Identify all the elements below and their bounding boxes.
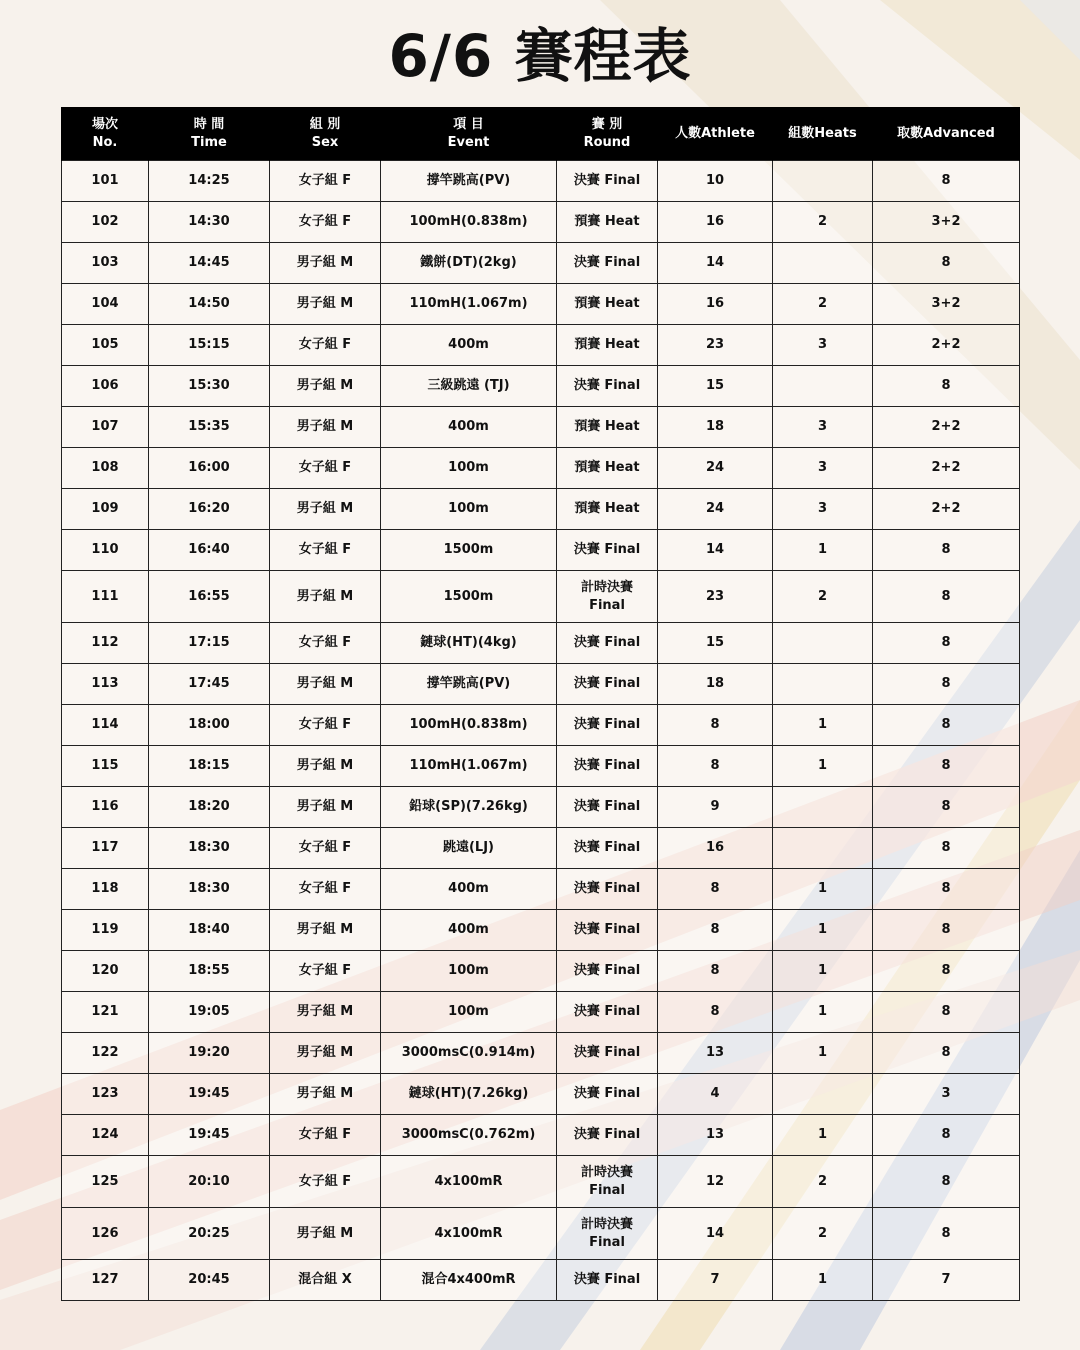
cell-time: 14:45	[149, 243, 270, 284]
cell-heats: 1	[773, 951, 873, 992]
column-header-sublabel: Round	[583, 134, 631, 150]
cell-event: 3000msC(0.914m)	[381, 1033, 557, 1074]
cell-sex: 女子組 F	[270, 202, 381, 243]
cell-heats	[773, 828, 873, 869]
cell-advanced: 8	[873, 910, 1020, 951]
cell-heats: 2	[773, 571, 873, 623]
cell-no: 101	[62, 161, 149, 202]
cell-advanced: 8	[873, 1156, 1020, 1208]
table-row	[62, 571, 1020, 623]
cell-round	[557, 869, 658, 910]
column-header-no	[62, 107, 149, 161]
cell-event: 跳遠(LJ)	[381, 828, 557, 869]
cell-time: 19:45	[149, 1115, 270, 1156]
cell-advanced: 8	[873, 746, 1020, 787]
cell-athletes: 4	[658, 1074, 773, 1115]
cell-event: 撐竿跳高(PV)	[381, 664, 557, 705]
cell-sex: 混合組 X	[270, 1260, 381, 1301]
cell-time: 14:25	[149, 161, 270, 202]
cell-time: 15:35	[149, 407, 270, 448]
cell-heats: 2	[773, 284, 873, 325]
round-line-1: 決賽 Final	[573, 1004, 641, 1019]
cell-time: 20:10	[149, 1156, 270, 1208]
cell-event: 100m	[381, 448, 557, 489]
cell-sex: 男子組 M	[270, 746, 381, 787]
cell-event: 110mH(1.067m)	[381, 746, 557, 787]
cell-athletes: 8	[658, 910, 773, 951]
cell-advanced: 2+2	[873, 448, 1020, 489]
cell-no: 117	[62, 828, 149, 869]
round-line-1: 決賽 Final	[573, 378, 641, 393]
column-header-label: 組 別	[309, 116, 341, 132]
cell-event: 4x100mR	[381, 1208, 557, 1260]
cell-advanced: 3+2	[873, 284, 1020, 325]
cell-no: 111	[62, 571, 149, 623]
table-row	[62, 664, 1020, 705]
cell-heats	[773, 366, 873, 407]
cell-no: 125	[62, 1156, 149, 1208]
cell-athletes: 12	[658, 1156, 773, 1208]
cell-athletes: 8	[658, 746, 773, 787]
column-header-athletes	[658, 107, 773, 161]
round-line-1: 預賽 Heat	[574, 419, 640, 434]
cell-no: 109	[62, 489, 149, 530]
table-row	[62, 1033, 1020, 1074]
cell-advanced: 8	[873, 1115, 1020, 1156]
round-line-2: Final	[589, 1234, 625, 1250]
cell-athletes: 16	[658, 828, 773, 869]
cell-no: 120	[62, 951, 149, 992]
cell-event: 鉛球(SP)(7.26kg)	[381, 787, 557, 828]
cell-no: 113	[62, 664, 149, 705]
cell-sex: 男子組 M	[270, 1208, 381, 1260]
cell-event: 1500m	[381, 571, 557, 623]
cell-advanced: 2+2	[873, 489, 1020, 530]
cell-round	[557, 1156, 658, 1208]
cell-no: 103	[62, 243, 149, 284]
cell-heats	[773, 243, 873, 284]
cell-round	[557, 1260, 658, 1301]
cell-athletes: 9	[658, 787, 773, 828]
table-row	[62, 489, 1020, 530]
cell-event: 100mH(0.838m)	[381, 705, 557, 746]
cell-sex: 男子組 M	[270, 571, 381, 623]
cell-time: 18:00	[149, 705, 270, 746]
column-header-sublabel: No.	[92, 134, 118, 150]
cell-sex: 女子組 F	[270, 705, 381, 746]
cell-heats: 1	[773, 1115, 873, 1156]
cell-event: 3000msC(0.762m)	[381, 1115, 557, 1156]
round-line-1: 計時決賽	[580, 579, 633, 595]
cell-advanced: 8	[873, 571, 1020, 623]
cell-advanced: 2+2	[873, 407, 1020, 448]
cell-no: 116	[62, 787, 149, 828]
cell-advanced: 8	[873, 530, 1020, 571]
cell-no: 105	[62, 325, 149, 366]
cell-round	[557, 623, 658, 664]
cell-advanced: 8	[873, 869, 1020, 910]
cell-no: 106	[62, 366, 149, 407]
cell-sex: 男子組 M	[270, 284, 381, 325]
cell-round	[557, 284, 658, 325]
cell-event: 400m	[381, 325, 557, 366]
table-row	[62, 951, 1020, 992]
cell-heats: 3	[773, 448, 873, 489]
column-header-sublabel: Time	[191, 134, 227, 150]
cell-heats	[773, 787, 873, 828]
cell-round	[557, 161, 658, 202]
cell-time: 18:30	[149, 869, 270, 910]
table-row	[62, 623, 1020, 664]
cell-no: 112	[62, 623, 149, 664]
table-row	[62, 202, 1020, 243]
cell-sex: 男子組 M	[270, 664, 381, 705]
cell-advanced: 8	[873, 623, 1020, 664]
cell-time: 19:45	[149, 1074, 270, 1115]
table-row	[62, 1115, 1020, 1156]
cell-sex: 女子組 F	[270, 1156, 381, 1208]
cell-round	[557, 243, 658, 284]
column-header-round	[557, 107, 658, 161]
cell-heats: 2	[773, 1156, 873, 1208]
column-header-heats	[773, 107, 873, 161]
cell-time: 20:25	[149, 1208, 270, 1260]
cell-event: 4x100mR	[381, 1156, 557, 1208]
cell-heats: 1	[773, 992, 873, 1033]
cell-event: 鐵餅(DT)(2kg)	[381, 243, 557, 284]
round-line-1: 決賽 Final	[573, 717, 641, 732]
cell-no: 114	[62, 705, 149, 746]
cell-time: 19:05	[149, 992, 270, 1033]
cell-advanced: 8	[873, 992, 1020, 1033]
cell-no: 108	[62, 448, 149, 489]
cell-time: 16:20	[149, 489, 270, 530]
schedule-table	[61, 107, 1020, 1301]
cell-advanced: 7	[873, 1260, 1020, 1301]
round-line-1: 決賽 Final	[573, 1045, 641, 1060]
cell-advanced: 8	[873, 243, 1020, 284]
cell-advanced: 8	[873, 1208, 1020, 1260]
cell-heats: 1	[773, 530, 873, 571]
round-line-2: Final	[589, 597, 625, 613]
cell-athletes: 24	[658, 489, 773, 530]
cell-event: 110mH(1.067m)	[381, 284, 557, 325]
cell-no: 119	[62, 910, 149, 951]
cell-sex: 男子組 M	[270, 1074, 381, 1115]
cell-no: 123	[62, 1074, 149, 1115]
cell-advanced: 8	[873, 787, 1020, 828]
cell-round	[557, 705, 658, 746]
cell-event: 100mH(0.838m)	[381, 202, 557, 243]
column-header-label: 場次	[91, 116, 118, 132]
round-line-1: 預賽 Heat	[574, 337, 640, 352]
cell-no: 102	[62, 202, 149, 243]
cell-athletes: 18	[658, 407, 773, 448]
page-title: 6/6 賽程表	[388, 22, 692, 90]
cell-time: 18:40	[149, 910, 270, 951]
table-header	[62, 107, 1020, 161]
cell-no: 127	[62, 1260, 149, 1301]
cell-round	[557, 828, 658, 869]
cell-round	[557, 448, 658, 489]
cell-sex: 男子組 M	[270, 992, 381, 1033]
cell-time: 16:40	[149, 530, 270, 571]
round-line-2: Final	[589, 1182, 625, 1198]
cell-no: 126	[62, 1208, 149, 1260]
cell-heats	[773, 161, 873, 202]
cell-athletes: 16	[658, 202, 773, 243]
cell-event: 100m	[381, 489, 557, 530]
cell-heats: 3	[773, 489, 873, 530]
table-row	[62, 1156, 1020, 1208]
cell-heats: 2	[773, 202, 873, 243]
cell-event: 1500m	[381, 530, 557, 571]
round-line-1: 決賽 Final	[573, 173, 641, 188]
column-header-label: 時 間	[193, 116, 225, 132]
table-row	[62, 910, 1020, 951]
cell-heats: 3	[773, 407, 873, 448]
cell-heats: 1	[773, 705, 873, 746]
cell-advanced: 8	[873, 161, 1020, 202]
cell-heats	[773, 1074, 873, 1115]
column-header-sublabel: Event	[447, 134, 490, 150]
cell-athletes: 8	[658, 705, 773, 746]
cell-round	[557, 1115, 658, 1156]
cell-event: 400m	[381, 407, 557, 448]
column-header-label: 項 目	[453, 116, 484, 132]
cell-heats: 1	[773, 910, 873, 951]
table-row	[62, 869, 1020, 910]
column-header-label: 人數Athlete	[675, 125, 755, 141]
cell-sex: 女子組 F	[270, 869, 381, 910]
cell-no: 115	[62, 746, 149, 787]
cell-no: 104	[62, 284, 149, 325]
cell-heats: 1	[773, 746, 873, 787]
cell-sex: 女子組 F	[270, 951, 381, 992]
cell-round	[557, 366, 658, 407]
cell-no: 124	[62, 1115, 149, 1156]
cell-round	[557, 910, 658, 951]
cell-round	[557, 407, 658, 448]
table-row	[62, 746, 1020, 787]
cell-athletes: 16	[658, 284, 773, 325]
table-row	[62, 828, 1020, 869]
cell-no: 110	[62, 530, 149, 571]
cell-athletes: 23	[658, 571, 773, 623]
cell-event: 400m	[381, 869, 557, 910]
cell-athletes: 7	[658, 1260, 773, 1301]
cell-time: 17:45	[149, 664, 270, 705]
cell-round	[557, 746, 658, 787]
cell-no: 107	[62, 407, 149, 448]
cell-sex: 男子組 M	[270, 787, 381, 828]
table-row	[62, 1260, 1020, 1301]
cell-advanced: 8	[873, 951, 1020, 992]
round-line-1: 計時決賽	[580, 1216, 633, 1232]
cell-advanced: 8	[873, 1033, 1020, 1074]
cell-round	[557, 951, 658, 992]
cell-round	[557, 1033, 658, 1074]
cell-advanced: 8	[873, 828, 1020, 869]
cell-athletes: 15	[658, 366, 773, 407]
column-header-advanced	[873, 107, 1020, 161]
cell-time: 14:50	[149, 284, 270, 325]
cell-athletes: 13	[658, 1115, 773, 1156]
cell-no: 118	[62, 869, 149, 910]
table-row	[62, 787, 1020, 828]
cell-round	[557, 1074, 658, 1115]
cell-sex: 男子組 M	[270, 407, 381, 448]
round-line-1: 計時決賽	[580, 1164, 633, 1180]
cell-event: 鏈球(HT)(7.26kg)	[381, 1074, 557, 1115]
table-row	[62, 325, 1020, 366]
cell-heats: 3	[773, 325, 873, 366]
cell-athletes: 14	[658, 243, 773, 284]
round-line-1: 預賽 Heat	[574, 214, 640, 229]
round-line-1: 預賽 Heat	[574, 296, 640, 311]
round-line-1: 決賽 Final	[573, 922, 641, 937]
cell-advanced: 3	[873, 1074, 1020, 1115]
table-row	[62, 1208, 1020, 1260]
table-body	[62, 161, 1020, 1301]
cell-time: 18:15	[149, 746, 270, 787]
cell-sex: 男子組 M	[270, 489, 381, 530]
cell-time: 14:30	[149, 202, 270, 243]
round-line-1: 決賽 Final	[573, 881, 641, 896]
cell-sex: 男子組 M	[270, 910, 381, 951]
cell-time: 16:00	[149, 448, 270, 489]
cell-event: 400m	[381, 910, 557, 951]
cell-round	[557, 664, 658, 705]
cell-sex: 男子組 M	[270, 1033, 381, 1074]
cell-athletes: 15	[658, 623, 773, 664]
round-line-1: 決賽 Final	[573, 758, 641, 773]
cell-round	[557, 787, 658, 828]
cell-heats	[773, 664, 873, 705]
cell-round	[557, 202, 658, 243]
cell-athletes: 14	[658, 1208, 773, 1260]
cell-athletes: 8	[658, 869, 773, 910]
table-row	[62, 407, 1020, 448]
cell-event: 混合4x400mR	[381, 1260, 557, 1301]
round-line-1: 決賽 Final	[573, 542, 641, 557]
cell-sex: 女子組 F	[270, 1115, 381, 1156]
cell-heats: 1	[773, 869, 873, 910]
round-line-1: 預賽 Heat	[574, 501, 640, 516]
cell-sex: 女子組 F	[270, 623, 381, 664]
cell-athletes: 14	[658, 530, 773, 571]
cell-sex: 女子組 F	[270, 325, 381, 366]
cell-advanced: 8	[873, 366, 1020, 407]
round-line-1: 決賽 Final	[573, 1272, 641, 1287]
cell-time: 19:20	[149, 1033, 270, 1074]
cell-time: 18:30	[149, 828, 270, 869]
table-row	[62, 448, 1020, 489]
cell-athletes: 10	[658, 161, 773, 202]
cell-no: 122	[62, 1033, 149, 1074]
round-line-1: 決賽 Final	[573, 635, 641, 650]
table-row	[62, 161, 1020, 202]
cell-heats: 1	[773, 1033, 873, 1074]
cell-round	[557, 992, 658, 1033]
cell-athletes: 18	[658, 664, 773, 705]
cell-round	[557, 530, 658, 571]
cell-round	[557, 571, 658, 623]
column-header-label: 組數Heats	[788, 125, 857, 141]
round-line-1: 決賽 Final	[573, 255, 641, 270]
cell-sex: 女子組 F	[270, 530, 381, 571]
cell-advanced: 8	[873, 664, 1020, 705]
cell-heats	[773, 623, 873, 664]
cell-time: 18:20	[149, 787, 270, 828]
cell-advanced: 8	[873, 705, 1020, 746]
round-line-1: 決賽 Final	[573, 1086, 641, 1101]
cell-event: 100m	[381, 951, 557, 992]
cell-advanced: 2+2	[873, 325, 1020, 366]
cell-round	[557, 325, 658, 366]
table-row	[62, 992, 1020, 1033]
cell-sex: 男子組 M	[270, 366, 381, 407]
cell-sex: 女子組 F	[270, 161, 381, 202]
cell-athletes: 13	[658, 1033, 773, 1074]
cell-round	[557, 1208, 658, 1260]
column-header-event	[381, 107, 557, 161]
cell-round	[557, 489, 658, 530]
cell-time: 20:45	[149, 1260, 270, 1301]
column-header-label: 取數Advanced	[897, 125, 995, 141]
column-header-time	[149, 107, 270, 161]
cell-sex: 女子組 F	[270, 448, 381, 489]
cell-time: 18:55	[149, 951, 270, 992]
round-line-1: 決賽 Final	[573, 799, 641, 814]
table-row	[62, 243, 1020, 284]
cell-athletes: 23	[658, 325, 773, 366]
cell-advanced: 3+2	[873, 202, 1020, 243]
round-line-1: 決賽 Final	[573, 676, 641, 691]
cell-time: 15:30	[149, 366, 270, 407]
cell-time: 16:55	[149, 571, 270, 623]
cell-athletes: 8	[658, 951, 773, 992]
cell-time: 17:15	[149, 623, 270, 664]
cell-no: 121	[62, 992, 149, 1033]
cell-heats: 2	[773, 1208, 873, 1260]
column-header-sublabel: Sex	[311, 134, 339, 150]
cell-athletes: 8	[658, 992, 773, 1033]
table-row	[62, 366, 1020, 407]
round-line-1: 決賽 Final	[573, 840, 641, 855]
cell-time: 15:15	[149, 325, 270, 366]
cell-event: 三級跳遠 (TJ)	[381, 366, 557, 407]
round-line-1: 決賽 Final	[573, 963, 641, 978]
round-line-1: 預賽 Heat	[574, 460, 640, 475]
cell-heats: 1	[773, 1260, 873, 1301]
column-header-label: 賽 別	[591, 116, 623, 132]
table-row	[62, 530, 1020, 571]
cell-event: 鏈球(HT)(4kg)	[381, 623, 557, 664]
cell-event: 100m	[381, 992, 557, 1033]
cell-event: 撐竿跳高(PV)	[381, 161, 557, 202]
cell-sex: 男子組 M	[270, 243, 381, 284]
table-row	[62, 705, 1020, 746]
column-header-sex	[270, 107, 381, 161]
cell-sex: 女子組 F	[270, 828, 381, 869]
cell-athletes: 24	[658, 448, 773, 489]
table-row	[62, 1074, 1020, 1115]
round-line-1: 決賽 Final	[573, 1127, 641, 1142]
table-row	[62, 284, 1020, 325]
